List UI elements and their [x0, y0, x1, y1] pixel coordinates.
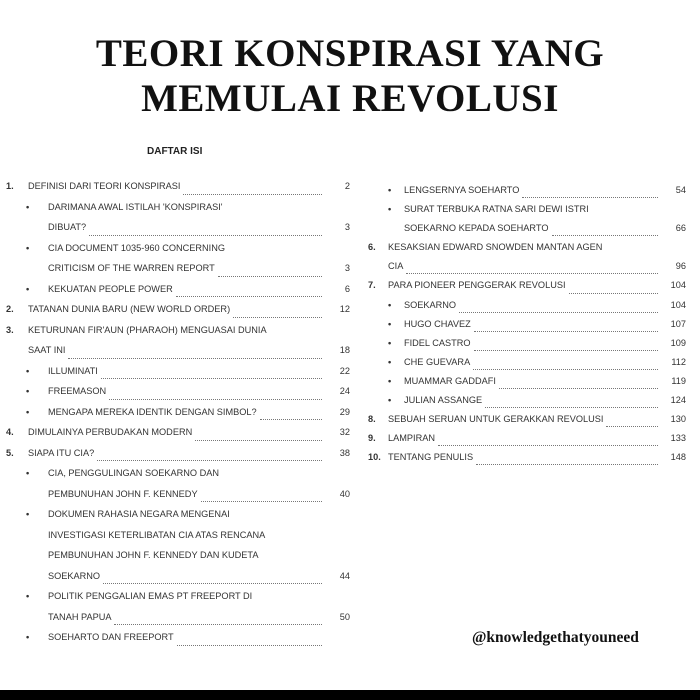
- entry-title: LENGSERNYA SOEHARTO: [404, 185, 520, 195]
- entry-number: 10.: [368, 452, 381, 463]
- toc-entry: [6, 489, 350, 510]
- dot-leader: [109, 399, 322, 400]
- dot-leader: [260, 419, 322, 420]
- entry-title: SIAPA ITU CIA?: [28, 447, 95, 458]
- entry-title: KESAKSIAN EDWARD SNOWDEN MANTAN AGEN: [388, 242, 603, 253]
- entry-number: 9.: [368, 433, 376, 444]
- toc-entry: [368, 185, 686, 204]
- entry-title: SEBUAH SERUAN UNTUK GERAKKAN REVOLUSI: [388, 414, 604, 425]
- entry-title: CIA DOCUMENT 1035-960 CONCERNING: [48, 242, 225, 253]
- toc-entry: [6, 386, 350, 407]
- toc-entry: [368, 261, 686, 280]
- page-number: 24: [339, 386, 350, 396]
- entry-title: TANAH PAPUA: [48, 611, 112, 622]
- toc-entry: [6, 222, 350, 243]
- toc-entry: [6, 366, 350, 387]
- dot-leader: [406, 273, 658, 274]
- entry-title: HUGO CHAVEZ: [404, 318, 471, 329]
- page-number: 109: [670, 337, 686, 348]
- entry-title: DEFINISI DARI TEORI KONSPIRASI: [28, 181, 181, 191]
- bullet-icon: •: [388, 375, 392, 386]
- page-number: 50: [339, 611, 350, 622]
- entry-title: KEKUATAN PEOPLE POWER: [48, 283, 173, 294]
- toc-entry: [368, 300, 686, 319]
- entry-title: DARIMANA AWAL ISTILAH 'KONSPIRASI': [48, 201, 223, 212]
- dot-leader: [569, 293, 658, 294]
- entry-title: MUAMMAR GADDAFI: [404, 375, 496, 386]
- entry-title: ILLUMINATI: [48, 365, 98, 376]
- toc-entry: [368, 414, 686, 433]
- document-title-line-1: TEORI KONSPIRASI YANG: [95, 32, 605, 75]
- bullet-icon: •: [26, 283, 30, 294]
- toc-entry: [368, 204, 686, 223]
- toc-entry: [368, 223, 686, 242]
- toc-entry: [6, 550, 350, 571]
- dot-leader: [103, 583, 322, 584]
- bullet-icon: •: [388, 204, 392, 215]
- entry-title: SOEKARNO KEPADA SOEHARTO: [404, 223, 549, 234]
- toc-entry: [368, 319, 686, 338]
- toc-entry: [368, 395, 686, 414]
- entry-title: JULIAN ASSANGE: [404, 395, 483, 406]
- bullet-icon: •: [26, 632, 30, 642]
- page-number: 54: [675, 185, 686, 195]
- entry-title: DIBUAT?: [48, 222, 87, 232]
- page-number: 3: [344, 222, 350, 232]
- page-number: 124: [670, 395, 686, 406]
- toc-right-column: [368, 185, 686, 471]
- entry-title: FIDEL CASTRO: [404, 337, 471, 348]
- social-handle: @knowledgethatyouneed: [472, 629, 639, 646]
- bullet-icon: •: [26, 365, 30, 376]
- dot-leader: [177, 645, 322, 646]
- entry-title: SAAT INI: [28, 345, 66, 355]
- entry-title: SOEHARTO DAN FREEPORT: [48, 632, 174, 642]
- toc-heading: DAFTAR ISI: [147, 146, 203, 157]
- page-number: 3: [344, 263, 350, 273]
- toc-entry: [6, 284, 350, 305]
- entry-title: FREEMASON: [48, 386, 107, 396]
- toc-entry: [6, 448, 350, 469]
- entry-title: TENTANG PENULIS: [388, 452, 474, 463]
- page-number: 148: [670, 452, 686, 463]
- bullet-icon: •: [26, 201, 30, 212]
- bullet-icon: •: [388, 395, 392, 406]
- page-number: 66: [675, 223, 686, 234]
- toc-entry: [6, 509, 350, 530]
- page-number: 6: [344, 283, 350, 294]
- toc-entry: [6, 612, 350, 633]
- toc-entry: [6, 202, 350, 223]
- page-number: 44: [339, 570, 350, 581]
- dot-leader: [485, 407, 658, 408]
- entry-number: 4.: [6, 427, 14, 437]
- bullet-icon: •: [26, 386, 30, 396]
- page-number: 22: [339, 365, 350, 376]
- page-number: 2: [344, 181, 350, 191]
- dot-leader: [474, 331, 658, 332]
- toc-entry: [368, 376, 686, 395]
- toc-entry: [368, 280, 686, 299]
- page-number: 29: [339, 406, 350, 417]
- dot-leader: [499, 388, 658, 389]
- dot-leader: [101, 378, 322, 379]
- entry-number: 2.: [6, 304, 14, 314]
- toc-entry: [6, 304, 350, 325]
- toc-entry: [6, 325, 350, 346]
- page-number: 133: [670, 433, 686, 444]
- toc-entry: [368, 357, 686, 376]
- bottom-bar: [0, 690, 700, 700]
- toc-entry: [368, 242, 686, 261]
- bullet-icon: •: [388, 318, 392, 329]
- page-number: 32: [339, 427, 350, 437]
- bullet-icon: •: [388, 185, 392, 195]
- dot-leader: [476, 464, 658, 465]
- entry-title: SOEKARNO: [48, 570, 101, 581]
- entry-title: CRITICISM OF THE WARREN REPORT: [48, 263, 215, 273]
- page-number: 18: [339, 345, 350, 355]
- toc-entry: [6, 591, 350, 612]
- toc-entry: [368, 433, 686, 452]
- dot-leader: [114, 624, 322, 625]
- toc-entry: [6, 571, 350, 592]
- entry-title: PARA PIONEER PENGGERAK REVOLUSI: [388, 280, 566, 291]
- entry-title: CHE GUEVARA: [404, 356, 471, 367]
- page-number: 107: [670, 318, 686, 329]
- toc-entry: [6, 345, 350, 366]
- toc-entry: [6, 468, 350, 489]
- page-number: 104: [670, 280, 686, 291]
- dot-leader: [201, 501, 322, 502]
- dot-leader: [233, 317, 322, 318]
- entry-number: 3.: [6, 324, 14, 335]
- bullet-icon: •: [26, 591, 30, 601]
- dot-leader: [97, 460, 322, 461]
- page-number: 40: [339, 488, 350, 499]
- bullet-icon: •: [26, 509, 30, 519]
- entry-title: SOEKARNO: [404, 299, 457, 310]
- bullet-icon: •: [26, 406, 30, 417]
- page-number: 112: [671, 356, 686, 367]
- dot-leader: [68, 358, 322, 359]
- page-number: 96: [675, 261, 686, 272]
- dot-leader: [473, 369, 658, 370]
- entry-number: 5.: [6, 447, 14, 458]
- toc-entry: [6, 243, 350, 264]
- document-title-line-2: MEMULAI REVOLUSI: [141, 77, 559, 120]
- entry-title: PEMBUNUHAN JOHN F. KENNEDY DAN KUDETA: [48, 550, 259, 560]
- dot-leader: [89, 235, 322, 236]
- toc-entry: [368, 338, 686, 357]
- dot-leader: [474, 350, 658, 351]
- toc-entry: [6, 263, 350, 284]
- page-number: 119: [671, 375, 686, 386]
- entry-title: DOKUMEN RAHASIA NEGARA MENGENAI: [48, 509, 230, 519]
- toc-entry: [368, 452, 686, 471]
- bullet-icon: •: [388, 299, 392, 310]
- toc-entry: [6, 181, 350, 202]
- bullet-icon: •: [388, 337, 392, 348]
- entry-title: CIA: [388, 261, 404, 272]
- entry-title: SURAT TERBUKA RATNA SARI DEWI ISTRI: [404, 204, 589, 215]
- toc-entry: [6, 632, 350, 653]
- bullet-icon: •: [26, 468, 30, 478]
- dot-leader: [438, 445, 658, 446]
- entry-title: PEMBUNUHAN JOHN F. KENNEDY: [48, 488, 198, 499]
- toc-left-column: [6, 181, 350, 653]
- entry-title: MENGAPA MEREKA IDENTIK DENGAN SIMBOL?: [48, 406, 257, 417]
- entry-title: POLITIK PENGGALIAN EMAS PT FREEPORT DI: [48, 591, 253, 601]
- entry-title: LAMPIRAN: [388, 433, 435, 444]
- dot-leader: [606, 426, 658, 427]
- page-number: 104: [670, 299, 686, 310]
- entry-title: DIMULAINYA PERBUDAKAN MODERN: [28, 427, 193, 437]
- toc-entry: [6, 407, 350, 428]
- entry-title: INVESTIGASI KETERLIBATAN CIA ATAS RENCANA: [48, 529, 266, 540]
- entry-number: 8.: [368, 414, 376, 425]
- dot-leader: [552, 235, 659, 236]
- bullet-icon: •: [388, 356, 392, 367]
- dot-leader: [459, 312, 658, 313]
- page-number: 130: [670, 414, 686, 425]
- entry-title: CIA, PENGGULINGAN SOEKARNO DAN: [48, 468, 220, 478]
- dot-leader: [522, 197, 658, 198]
- entry-title: KETURUNAN FIR'AUN (PHARAOH) MENGUASAI DUNIA: [28, 324, 267, 335]
- entry-number: 1.: [6, 181, 14, 191]
- entry-number: 6.: [368, 242, 376, 253]
- dot-leader: [183, 194, 322, 195]
- entry-title: TATANAN DUNIA BARU (NEW WORLD ORDER): [28, 304, 231, 314]
- dot-leader: [176, 296, 322, 297]
- page-number: 38: [339, 447, 350, 458]
- entry-number: 7.: [368, 280, 376, 291]
- dot-leader: [218, 276, 322, 277]
- toc-entry: [6, 427, 350, 448]
- dot-leader: [195, 440, 322, 441]
- bullet-icon: •: [26, 242, 30, 253]
- page-number: 12: [339, 304, 350, 314]
- toc-entry: [6, 530, 350, 551]
